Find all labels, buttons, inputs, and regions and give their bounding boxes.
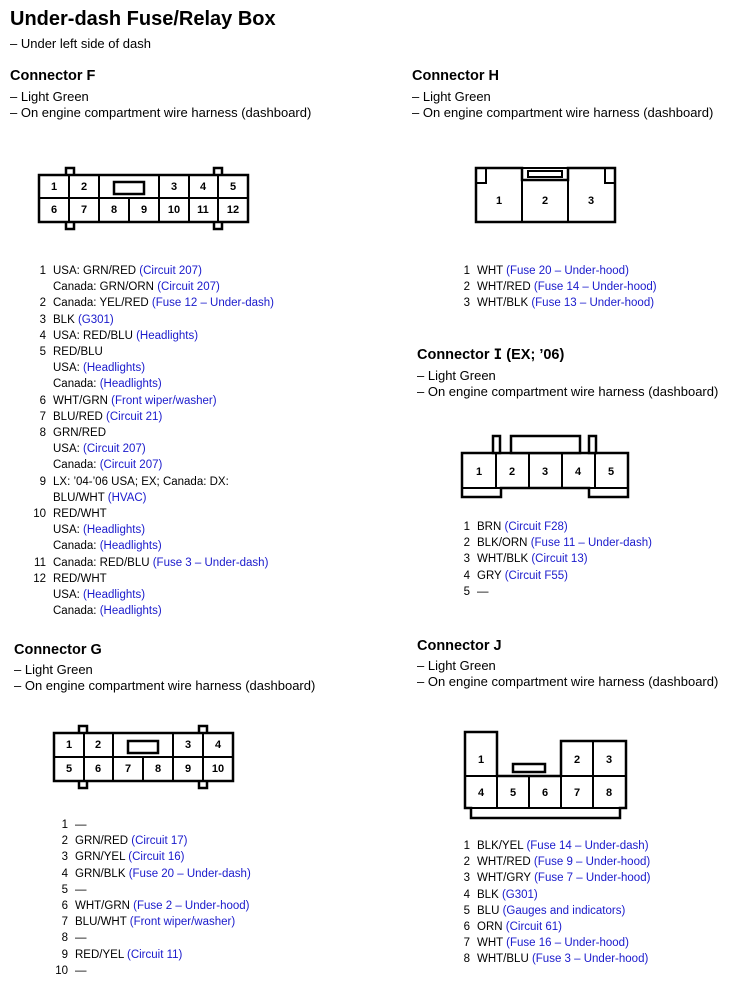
- connector-j-color: – Light Green: [417, 658, 496, 673]
- pin-number: 3: [61, 851, 68, 864]
- pin-row: [444, 919, 650, 935]
- pin-number: 2: [463, 281, 470, 294]
- connector-f-cell-label: 5: [229, 181, 237, 193]
- wire-color-text: Canada:: [53, 378, 100, 391]
- pin-number: 11: [34, 556, 46, 569]
- wire-color-text: Canada:: [53, 605, 100, 618]
- wire-color-text: —: [75, 932, 87, 945]
- connector-f-harness: – On engine compartment wire harness (dashboard): [10, 105, 312, 120]
- pin-number: 8: [463, 953, 470, 966]
- pin-number: 9: [39, 475, 46, 488]
- circuit-reference-text: (Fuse 13 – Under-hood): [531, 297, 655, 310]
- circuit-reference-text: (Front wiper/washer): [111, 394, 217, 407]
- wire-color-text: —: [75, 819, 87, 831]
- pin-description: [477, 887, 538, 903]
- connector-f-cell-label: 10: [167, 204, 181, 216]
- pin-row: [444, 870, 650, 886]
- pin-number: 5: [61, 883, 68, 896]
- pin-number: 7: [39, 410, 46, 423]
- pin-description: [477, 951, 648, 967]
- connector-g-cell-label: 1: [65, 739, 73, 751]
- connector-i-title-suffix: (EX; ’06): [502, 347, 565, 363]
- circuit-reference-text: (Fuse 3 – Under-dash): [152, 556, 269, 569]
- pin-number: 10: [55, 964, 68, 977]
- connector-j-cell-label: 4: [477, 787, 485, 799]
- pin-row: [444, 854, 650, 870]
- connector-i-cell-label: 1: [475, 466, 483, 478]
- wire-color-text: GRN/YEL: [75, 851, 129, 864]
- circuit-reference-text: (Circuit 207): [83, 443, 146, 456]
- pin-row: [444, 951, 650, 967]
- connector-g-title: Connector G: [14, 642, 102, 658]
- connector-f-cell-label: 3: [170, 181, 178, 193]
- wire-color-text: BLK/YEL: [477, 840, 527, 852]
- wire-color-text: RED/WHT: [53, 508, 107, 521]
- circuit-reference-text: (Circuit 207): [157, 281, 220, 294]
- connector-i-cell-label: 3: [541, 466, 549, 478]
- circuit-reference-text: (G301): [77, 313, 114, 326]
- circuit-reference-text: (Fuse 14 – Under-dash): [526, 840, 649, 852]
- connector-h-color: – Light Green: [412, 89, 491, 104]
- connector-j-harness: – On engine compartment wire harness (dashboard): [417, 674, 719, 689]
- pin-number: 1: [463, 840, 470, 852]
- pin-description-line: [477, 854, 650, 870]
- circuit-reference-text: (Circuit 21): [106, 410, 163, 423]
- circuit-reference-text: (Headlights): [83, 589, 146, 602]
- connector-f-cell-label: 7: [80, 204, 88, 216]
- connector-g-cell-label: 9: [184, 763, 192, 775]
- wire-color-text: USA:: [53, 589, 84, 602]
- circuit-reference-text: (Fuse 7 – Under-hood): [534, 872, 651, 885]
- wire-color-text: BLU: [477, 904, 503, 917]
- connector-g-cell-label: 2: [94, 739, 102, 751]
- connector-i-harness: – On engine compartment wire harness (dashboard): [417, 384, 719, 399]
- wire-color-text: USA: RED/BLU: [53, 329, 137, 342]
- circuit-reference-text: (Fuse 2 – Under-hood): [133, 900, 250, 913]
- circuit-reference-text: (Fuse 11 – Under-dash): [530, 537, 652, 550]
- pin-row: [444, 838, 650, 854]
- circuit-reference-text: (Circuit 17): [131, 835, 188, 848]
- wire-color-text: Canada: YEL/RED: [53, 297, 152, 310]
- wire-color-text: WHT: [477, 265, 507, 277]
- wire-color-text: BLU/WHT: [53, 491, 108, 504]
- pin-description-line: [477, 870, 650, 886]
- circuit-reference-text: (Circuit 16): [128, 851, 185, 864]
- pin-number: 1: [61, 819, 68, 831]
- wire-color-text: —: [75, 964, 87, 977]
- circuit-reference-text: (Headlights): [83, 362, 146, 375]
- connector-j-cell-label: 3: [605, 754, 613, 766]
- connector-j-cell-label: 5: [509, 787, 517, 799]
- connector-h-harness: – On engine compartment wire harness (dashboard): [412, 105, 714, 120]
- connector-i-cell-label: 5: [607, 466, 615, 478]
- connector-i-cell-label: 2: [508, 466, 516, 478]
- wire-color-text: RED/YEL: [75, 948, 127, 961]
- connector-h-cell-label: 2: [541, 195, 549, 207]
- connector-j-cell-label: 8: [605, 787, 613, 799]
- wire-color-text: WHT/GRY: [477, 872, 535, 885]
- page-location-note: – Under left side of dash: [10, 36, 151, 51]
- pin-number: 6: [39, 394, 46, 407]
- wire-color-text: Canada:: [53, 459, 100, 472]
- connector-f-cell-label: 8: [110, 204, 118, 216]
- wire-color-text: —: [477, 585, 489, 598]
- wire-color-text: RED/BLU: [53, 346, 103, 359]
- circuit-reference-text: (Fuse 14 – Under-hood): [533, 281, 657, 294]
- connector-f-cell-label: 11: [197, 204, 209, 216]
- wire-color-text: BLK: [53, 313, 78, 326]
- connector-h-cell-label: 1: [495, 195, 503, 207]
- pin-number: 7: [463, 937, 470, 950]
- connector-f-cell-label: 1: [50, 181, 58, 193]
- connector-i-title-prefix: Connector: [417, 347, 494, 363]
- pin-number: 2: [463, 537, 470, 550]
- pin-number: 3: [463, 297, 470, 310]
- connector-g-color: – Light Green: [14, 662, 93, 677]
- connector-j-cell-label: 2: [573, 754, 581, 766]
- pin-number: 5: [463, 585, 470, 598]
- circuit-reference-text: (Fuse 16 – Under-hood): [506, 937, 629, 950]
- circuit-reference-text: (Circuit 207): [99, 459, 163, 472]
- pin-number: 6: [463, 921, 470, 934]
- pin-number: 1: [463, 265, 470, 277]
- connector-f-cell-label: 4: [199, 181, 207, 193]
- wire-color-text: USA: GRN/RED: [53, 265, 140, 277]
- wire-color-text: WHT/GRN: [75, 900, 134, 913]
- connector-f-cell-label: 6: [50, 204, 58, 216]
- connector-f-title: Connector F: [10, 68, 96, 84]
- connector-g-harness: – On engine compartment wire harness (dashboard): [14, 678, 316, 693]
- wire-color-text: WHT/GRN: [53, 394, 112, 407]
- connector-g-cell-label: 5: [65, 763, 73, 775]
- pin-row: [444, 903, 650, 919]
- connector-g-cell-label: 8: [154, 763, 162, 775]
- wire-color-text: Canada: RED/BLU: [53, 556, 153, 569]
- pin-number: 1: [39, 265, 46, 277]
- pin-description-line: [477, 903, 625, 919]
- connector-j-cell-label: 6: [541, 787, 549, 799]
- wire-color-text: LX: ’04-’06 USA; EX; Canada: DX:: [53, 475, 229, 488]
- pin-description: [477, 870, 650, 886]
- circuit-reference-text: (Circuit 11): [126, 948, 183, 961]
- circuit-reference-text: (HVAC): [107, 491, 147, 504]
- circuit-reference-text: (Gauges and indicators): [502, 904, 626, 917]
- wire-color-text: WHT/RED: [477, 856, 534, 869]
- connector-j-title: Connector J: [417, 638, 502, 654]
- circuit-reference-text: (Headlights): [99, 378, 162, 391]
- pin-number: 3: [39, 313, 46, 326]
- wire-color-text: WHT/BLK: [477, 297, 532, 310]
- page-title: Under-dash Fuse/Relay Box: [10, 8, 276, 30]
- connector-j-cell-label: 1: [477, 754, 485, 766]
- wire-color-text: GRY: [477, 569, 505, 582]
- connector-j-cell-label: 7: [573, 787, 581, 799]
- circuit-reference-text: (Fuse 20 – Under-dash): [128, 867, 251, 880]
- wire-color-text: BLU/RED: [53, 410, 107, 423]
- connector-j-pin-list: [444, 838, 650, 968]
- pin-row: [444, 935, 650, 951]
- connector-g-cell-label: 4: [214, 739, 222, 751]
- wire-color-text: BLU/WHT: [75, 916, 130, 929]
- circuit-reference-text: (Headlights): [83, 524, 146, 537]
- wire-color-text: BLK/ORN: [477, 537, 531, 550]
- wire-color-text: WHT: [477, 937, 507, 950]
- circuit-reference-text: (Fuse 3 – Under-hood): [531, 953, 649, 966]
- wire-color-text: WHT/BLU: [477, 953, 532, 966]
- pin-row: [444, 887, 650, 903]
- connector-f-color: – Light Green: [10, 89, 89, 104]
- wire-color-text: RED/WHT: [53, 572, 107, 585]
- circuit-reference-text: (Headlights): [99, 540, 162, 553]
- wire-color-text: WHT/BLK: [477, 553, 532, 566]
- wire-color-text: GRN/RED: [75, 835, 132, 848]
- connector-g-cell-label: 6: [94, 763, 102, 775]
- pin-number: 3: [463, 872, 470, 885]
- pin-description: [477, 838, 649, 854]
- pin-number: 4: [463, 888, 470, 901]
- circuit-reference-text: (Circuit F55): [504, 569, 568, 582]
- pin-number: 1: [463, 521, 470, 533]
- wire-color-text: BLK: [477, 888, 502, 901]
- connector-f-cell-label: 12: [226, 204, 240, 216]
- circuit-reference-text: (Headlights): [136, 329, 199, 342]
- pin-number: 2: [463, 856, 470, 869]
- circuit-reference-text: (Headlights): [99, 605, 162, 618]
- wire-color-text: ORN: [477, 921, 506, 934]
- circuit-reference-text: (G301): [501, 888, 538, 901]
- pin-description: [477, 854, 650, 870]
- pin-number: 2: [39, 297, 46, 310]
- pin-description: [477, 935, 629, 951]
- connector-g-cell-label: 3: [184, 739, 192, 751]
- pin-number: 12: [33, 572, 46, 585]
- circuit-reference-text: (Circuit F28): [504, 521, 568, 533]
- wire-color-text: BRN: [477, 521, 505, 533]
- circuit-reference-text: (Circuit 13): [531, 553, 588, 566]
- circuit-reference-text: (Fuse 12 – Under-dash): [151, 297, 274, 310]
- connector-g-cell-label: 7: [124, 763, 132, 775]
- pin-description-line: [477, 919, 562, 935]
- pin-description-line: [477, 838, 649, 854]
- connector-h-title: Connector H: [412, 68, 499, 84]
- wire-color-text: USA:: [53, 443, 84, 456]
- pin-number: 4: [61, 867, 68, 880]
- pin-number: 4: [39, 329, 46, 342]
- wire-color-text: USA:: [53, 362, 84, 375]
- circuit-reference-text: (Circuit 61): [505, 921, 562, 934]
- circuit-reference-text: (Front wiper/washer): [129, 916, 236, 929]
- pin-description: [477, 903, 625, 919]
- connector-f-cell-label: 2: [80, 181, 88, 193]
- connector-f-cell-label: 9: [140, 204, 148, 216]
- pin-number: 8: [61, 932, 68, 945]
- circuit-reference-text: (Circuit 207): [139, 265, 202, 277]
- connector-h-cell-label: 3: [587, 195, 595, 207]
- pin-number: 10: [33, 508, 46, 521]
- wire-color-text: WHT/RED: [477, 281, 534, 294]
- pin-number: 6: [61, 900, 68, 913]
- connector-g-cell-label: 10: [211, 763, 225, 775]
- pin-description-line: [477, 935, 629, 951]
- circuit-reference-text: (Fuse 20 – Under-hood): [506, 265, 629, 277]
- wire-color-text: Canada: GRN/ORN: [53, 281, 158, 294]
- pin-description-line: [477, 951, 648, 967]
- pin-number: 5: [463, 904, 470, 917]
- connector-i-cell-label: 4: [574, 466, 582, 478]
- wire-color-text: USA:: [53, 524, 84, 537]
- connector-i-color: – Light Green: [417, 368, 496, 383]
- pin-number: 3: [463, 553, 470, 566]
- pin-number: 9: [61, 948, 68, 961]
- circuit-reference-text: (Fuse 9 – Under-hood): [533, 856, 651, 869]
- pin-number: 7: [61, 916, 68, 929]
- pin-number: 5: [39, 346, 46, 359]
- wire-color-text: GRN/RED: [53, 427, 107, 440]
- wire-color-text: Canada:: [53, 540, 100, 553]
- pin-number: 4: [463, 569, 470, 582]
- pin-description: [477, 919, 562, 935]
- wire-color-text: GRN/BLK: [75, 867, 129, 880]
- pin-description-line: [477, 887, 538, 903]
- connector-i-title-letter: I: [493, 347, 503, 363]
- wire-color-text: —: [75, 883, 87, 896]
- pin-number: 8: [39, 427, 46, 440]
- pin-number: 2: [61, 835, 68, 848]
